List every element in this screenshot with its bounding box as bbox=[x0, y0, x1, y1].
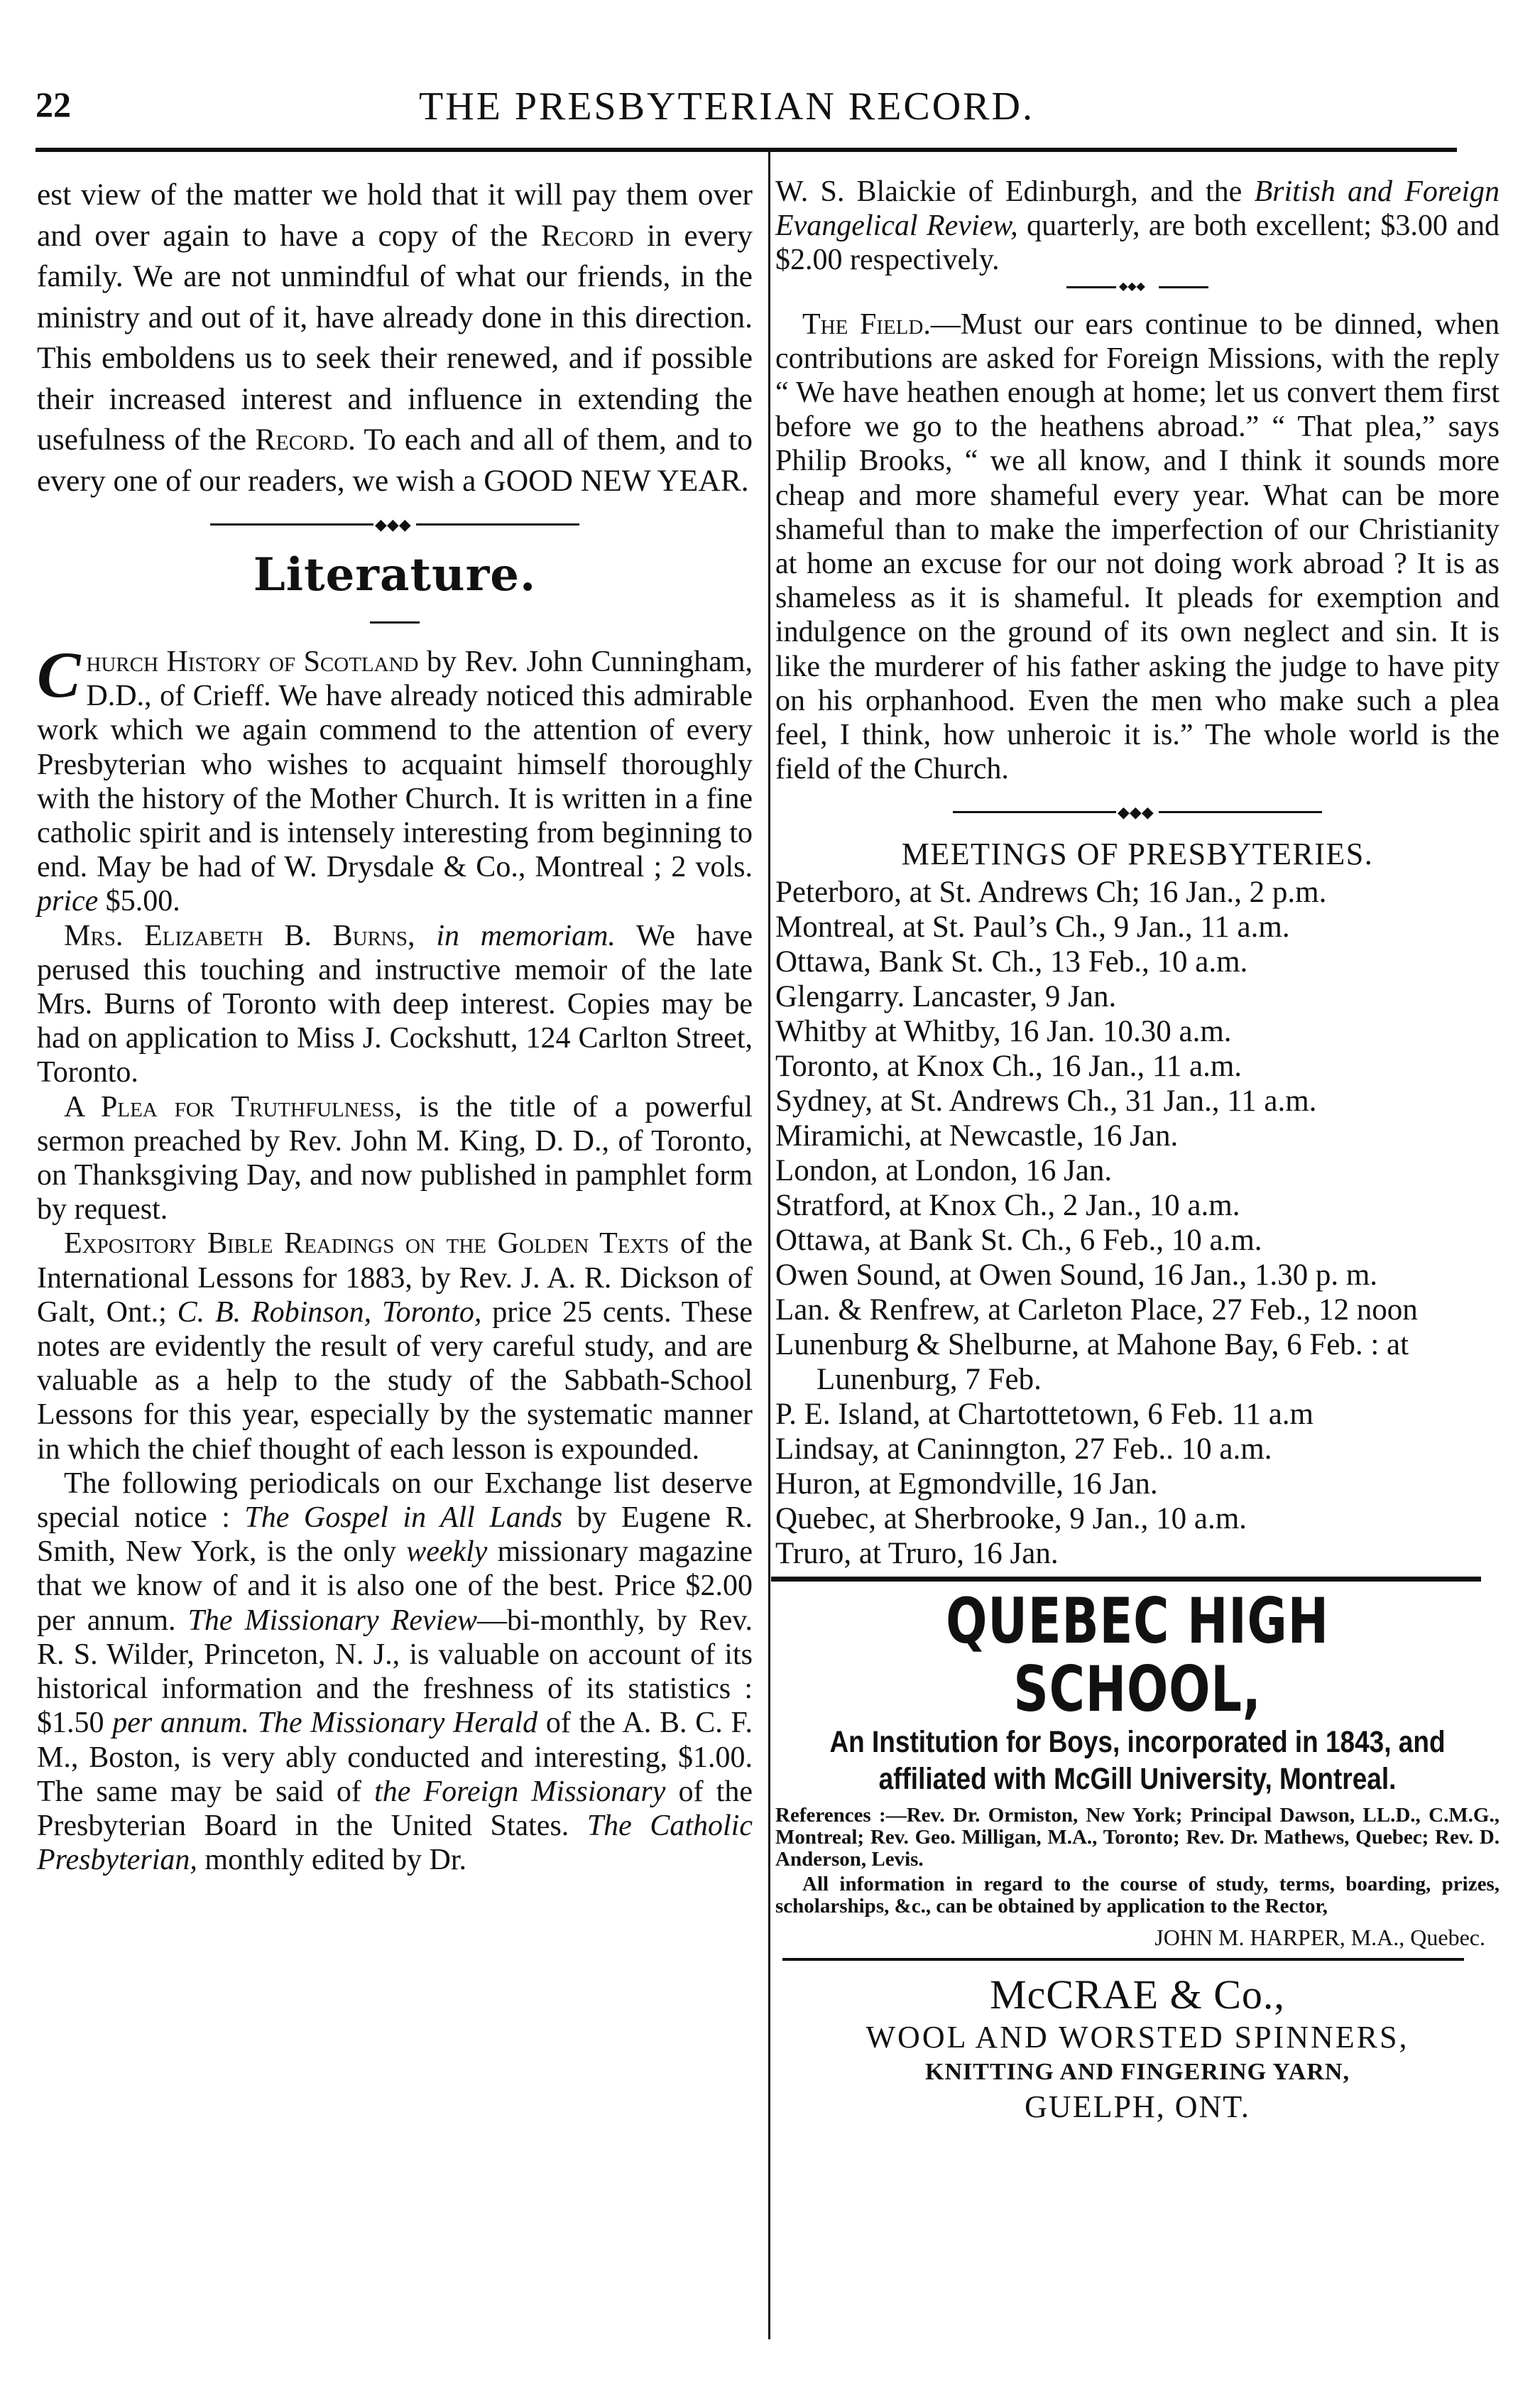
header-rule bbox=[36, 148, 1457, 152]
meeting-item: Quebec, at Sherbrooke, 9 Jan., 10 a.m. bbox=[775, 1502, 1247, 1536]
church-price-label: price bbox=[37, 885, 99, 918]
church-history-title: hurch History of Scotland bbox=[86, 646, 419, 678]
school-references: References :—Rev. Dr. Ormiston, New York; Principal Dawson, LL.D., C.M.G., Montreal; Rev. Geo. Milligan, M.A., Toronto; Rev. Dr. Mathews, Quebec; Rev. D. Anderson, Levis. bbox=[775, 1804, 1500, 1871]
periodicals-text-c: missionary magazine that we know of and it is also one of the best. Price $2.00 per annum. bbox=[37, 1535, 753, 1637]
meeting-item: Glengarry. Lancaster, 9 Jan. bbox=[775, 980, 1117, 1014]
intro-paragraph bbox=[37, 175, 753, 501]
meetings-heading: MEETINGS OF PRESBYTERIES. bbox=[901, 837, 1374, 872]
expository-publisher: C. B. Robinson, Toronto, bbox=[177, 1295, 482, 1329]
periodical-review: The Missionary Review bbox=[187, 1604, 477, 1637]
running-header bbox=[36, 84, 1484, 134]
meeting-item: Huron, at Egmondville, 16 Jan. bbox=[775, 1467, 1158, 1501]
field-title: The Field. bbox=[802, 308, 931, 341]
school-title: QUEBEC HIGH SCHOOL, bbox=[946, 1584, 1329, 1726]
continuation-text-a: W. S. Blaickie of Edinburgh, and the bbox=[775, 175, 1255, 208]
burns-title: Mrs. Elizabeth B. Burns, bbox=[64, 919, 415, 952]
intro-text-c: . To each and all of them, and to every one of our readers, we wish a GOOD NEW YEAR. bbox=[37, 423, 753, 498]
burns-paragraph bbox=[37, 919, 753, 1090]
meeting-item: Sydney, at St. Andrews Ch., 31 Jan., 11 a.m. bbox=[775, 1084, 1317, 1119]
school-subtitle-2: affiliated with McGill University, Montreal. bbox=[878, 1762, 1397, 1797]
meetings-list bbox=[775, 875, 1500, 1571]
periodicals-text-f: of the Presbyterian Board in the United States. bbox=[37, 1775, 753, 1842]
intro-record-2: Record bbox=[255, 423, 349, 457]
plea-text: is the title of a powerful sermon preached by Rev. John M. King, D. D., of Toronto, on Thanksgiving Day, and now published in pamphlet form by request. bbox=[37, 1090, 753, 1226]
periodical-gospel: The Gospel in All Lands bbox=[244, 1501, 563, 1535]
church-history-paragraph bbox=[37, 638, 753, 919]
burns-text: We have perused this touching and instructive memoir of the late Mrs. Burns of Toronto with deep interest. Copies may be had on application to Miss J. Cockshutt, 124 Carlton Street, Toronto. bbox=[37, 919, 753, 1089]
school-subtitle-1: An Institution for Boys, incorporated in 1843, and bbox=[829, 1725, 1446, 1760]
column-divider bbox=[768, 152, 770, 2339]
periodical-herald: per annum. The Missionary Herald bbox=[112, 1707, 538, 1740]
expository-text-a: of the International Lessons for 1883, by Rev. J. A. R. Dickson of Galt, Ont.; bbox=[37, 1227, 753, 1329]
meeting-item: Lan. & Renfrew, at Carleton Place, 27 Feb., 12 noon bbox=[775, 1293, 1418, 1327]
quebec-high-school-advert bbox=[775, 1584, 1500, 1951]
intro-text-b: in every family. We are not unmindful of what our friends, in the ministry and out of it, have already done in this direction. This emboldens us to seek their renewed, and if possible their increased interest and influence in extending the usefulness of the bbox=[37, 218, 753, 457]
periodicals-text-b: by Eugene R. Smith, New York, is the only bbox=[37, 1501, 753, 1569]
meeting-item: Ottawa, Bank St. Ch., 13 Feb., 10 a.m. bbox=[775, 945, 1248, 979]
periodicals-text-g: monthly edited by Dr. bbox=[197, 1844, 467, 1877]
running-title: THE PRESBYTERIAN RECORD. bbox=[419, 85, 1034, 129]
advert-rule-2 bbox=[782, 1958, 1464, 1961]
church-history-text: by Rev. John Cunningham, D.D., of Crieff. We have already noticed this admirable work which we again commend to the attention of every Presbyterian who wishes to acquaint himself thoroughly with the history of the Mother Church. It is written in a fine catholic spirit and is intensely interesting from beginning to end. May be had of W. Drysdale & Co., Montreal ; 2 vols. bbox=[37, 646, 753, 884]
meeting-item: P. E. Island, at Chartottetown, 6 Feb. 11 a.m bbox=[775, 1398, 1314, 1432]
expository-text-b: price 25 cents. These notes are evidently the result of very careful study, and are valuable as a help to the study of the Sabbath-School Lessons for this year, especially by the systematic manner in which the chief thought of each lesson is expounded. bbox=[37, 1295, 753, 1466]
ornament-divider: ◆◆◆ bbox=[210, 514, 579, 535]
periodical-foreign-missionary: the Foreign Missionary bbox=[374, 1775, 666, 1808]
meeting-item: Peterboro, at St. Andrews Ch; 16 Jan., 2 p.m. bbox=[775, 876, 1327, 910]
church-price: $5.00. bbox=[98, 885, 180, 918]
meeting-item: Lunenburg & Shelburne, at Mahone Bay, 6 Feb. : at Lunenburg, 7 Feb. bbox=[775, 1328, 1409, 1397]
meeting-item: Stratford, at Knox Ch., 2 Jan., 10 a.m. bbox=[775, 1189, 1240, 1223]
meeting-item: Owen Sound, at Owen Sound, 16 Jan., 1.30 p. m. bbox=[775, 1258, 1378, 1293]
advert-rule bbox=[771, 1577, 1481, 1582]
mccrae-name: McCRAE & Co., bbox=[990, 1971, 1285, 2018]
mccrae-products: KNITTING AND FINGERING YARN, bbox=[925, 2059, 1350, 2086]
continuation-paragraph bbox=[775, 175, 1500, 278]
periodicals-paragraph bbox=[37, 1467, 753, 1877]
intro-record: Record bbox=[540, 218, 634, 253]
intro-text-a: est view of the matter we hold that it will pay them over and over again to have a copy of the bbox=[37, 178, 753, 253]
plea-title: A Plea for Truthfulness, bbox=[64, 1090, 403, 1123]
literature-heading: Literature. bbox=[253, 548, 537, 602]
meeting-item: Toronto, at Knox Ch., 16 Jan., 11 a.m. bbox=[775, 1050, 1243, 1084]
burns-memoriam: in memoriam. bbox=[415, 919, 616, 952]
small-ornament: ◆◆◆ bbox=[1066, 281, 1208, 293]
school-information: All information in regard to the course of study, terms, boarding, prizes, scholarships, &c., can be obtained by application to the Rector, bbox=[775, 1873, 1500, 1918]
expository-paragraph bbox=[37, 1226, 753, 1466]
periodicals-text-d: —bi-monthly, by Rev. R. S. Wilder, Princeton, N. J., is valuable on account of its historical information and the freshness of its statistics : $1.50 bbox=[37, 1604, 753, 1740]
field-paragraph bbox=[775, 308, 1500, 787]
periodicals-text-e: of the A. B. C. F. M., Boston, is very ably conducted and interesting, $1.00. The same may be said of bbox=[37, 1707, 753, 1808]
meeting-item: Whitby at Whitby, 16 Jan. 10.30 a.m. bbox=[775, 1015, 1232, 1049]
meeting-item: London, at London, 16 Jan. bbox=[775, 1154, 1113, 1188]
continuation-review: British and Foreign Evangelical Review, bbox=[775, 175, 1500, 243]
drop-cap: C bbox=[37, 638, 81, 711]
field-text: —Must our ears continue to be dinned, when contributions are asked for Foreign Missions, with the reply “ We have heathen enough at home; let us convert them first before we go to the heathens abroad.” “ That plea,” says Philip Brooks, “ we all know, and I think it sounds more cheap and more shameful every year. What can be more shameful than to make the imperfection of our Christianity at home an excuse for our not doing work abroad ? It is as shameless as it is shameful. It pleads for exemption and indulgence on the ground of its own neglect and sin. It is like the murderer of his father asking the judge to have pity on his orphanhood. Even the men who make such a plea feel, I think, how unheroic it is.” The whole world is the field of the Church. bbox=[775, 308, 1500, 786]
mccrae-advert bbox=[775, 1971, 1500, 2126]
left-column bbox=[37, 175, 753, 1877]
plea-paragraph bbox=[37, 1090, 753, 1227]
periodicals-text-a: The following periodicals on our Exchange list deserve special notice : bbox=[37, 1467, 753, 1535]
page-number: 22 bbox=[36, 85, 71, 124]
continuation-text-b: quarterly, are both excellent; $3.00 and $2.00 respectively. bbox=[775, 210, 1500, 277]
expository-title: Expository Bible Readings on the Golden Texts bbox=[64, 1227, 670, 1261]
meeting-item: Miramichi, at Newcastle, 16 Jan. bbox=[775, 1119, 1179, 1153]
school-signature: JOHN M. HARPER, M.A., Quebec. bbox=[1154, 1925, 1485, 1951]
ornament-divider-2: ◆◆◆ bbox=[953, 802, 1322, 823]
periodical-catholic: The Catholic Presbyterian, bbox=[37, 1809, 753, 1877]
right-column bbox=[775, 175, 1500, 2126]
short-rule bbox=[370, 621, 420, 624]
mccrae-trade: WOOL AND WORSTED SPINNERS, bbox=[865, 2020, 1409, 2055]
meeting-item: Lindsay, at Caninngton, 27 Feb.. 10 a.m. bbox=[775, 1432, 1272, 1467]
mccrae-city: GUELPH, ONT. bbox=[1025, 2089, 1250, 2125]
periodical-weekly: weekly bbox=[406, 1535, 488, 1569]
meeting-item: Ottawa, at Bank St. Ch., 6 Feb., 10 a.m. bbox=[775, 1224, 1262, 1258]
meeting-item: Montreal, at St. Paul’s Ch., 9 Jan., 11 a.m. bbox=[775, 910, 1290, 945]
meeting-item: Truro, at Truro, 16 Jan. bbox=[775, 1537, 1059, 1571]
